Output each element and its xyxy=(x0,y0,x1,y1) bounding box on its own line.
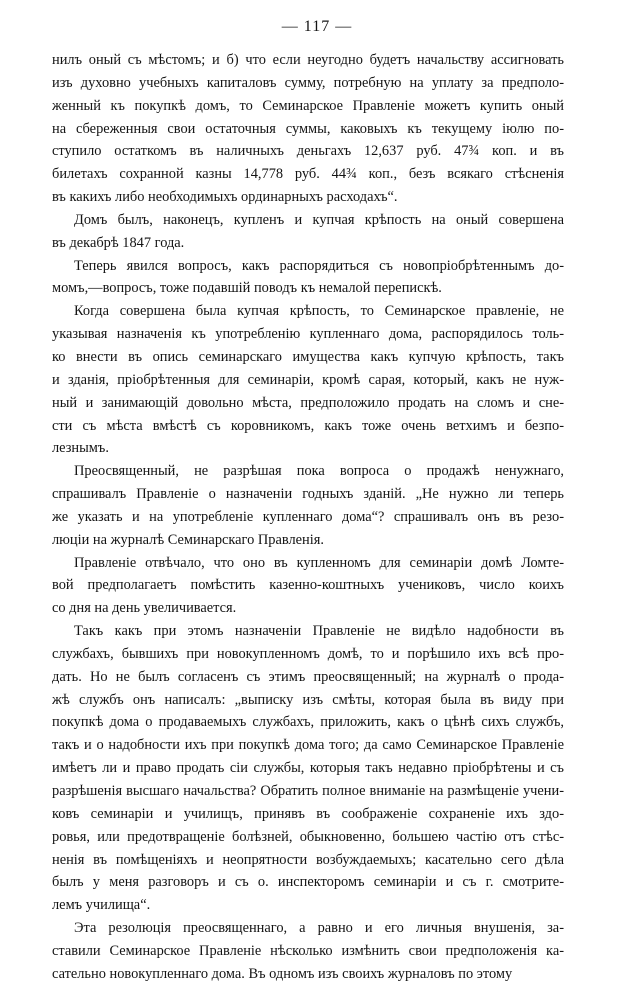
text-line: люціи на журналѣ Семинарскаго Правленія. xyxy=(52,531,324,548)
text-line: имѣетъ ли и право продать сіи службы, которыя такъ недавно пріобрѣтены и съ xyxy=(52,760,564,777)
text-line: ступило остаткомъ въ наличныхъ деньгахъ 12,637 руб. 47¾ коп. и въ xyxy=(52,143,564,160)
text-line: со дня на день увеличивается. xyxy=(52,600,237,617)
text-line: Теперь явился вопросъ, какъ распорядиться съ новопріобрѣтеннымъ до- xyxy=(74,257,564,274)
text-line: въ декабрѣ 1847 года. xyxy=(52,234,185,251)
text-line: нилъ оный съ мѣстомъ; и б) что если неугодно будетъ начальству ассигновать xyxy=(52,52,564,68)
text-line: лезнымъ. xyxy=(52,440,109,457)
text-line: же указать и на употребленіе купленнаго дома“? спрашивалъ онъ въ резо- xyxy=(52,508,564,525)
text-line: ненія въ помѣщеніяхъ и неопрятности возбуждаемыхъ; касательно сего дѣла xyxy=(52,851,564,868)
text-line: Домъ былъ, наконецъ, купленъ и купчая крѣпость на оный совершена xyxy=(74,211,564,228)
text-line: изъ духовно учебныхъ капиталовъ сумму, потребную на уплату за предполо- xyxy=(52,74,564,91)
text-line: Эта резолюція преосвященнаго, а равно и его личныя внушенія, за- xyxy=(74,920,564,937)
text-line: и зданія, пріобрѣтенныя для семинаріи, кромѣ сарая, который, какъ не нуж- xyxy=(52,371,564,388)
paragraph xyxy=(52,300,564,460)
text-line: Преосвященный, не разрѣшая пока вопроса о продажѣ ненужнаго, xyxy=(74,463,564,480)
text-line: на сбереженныя свои остаточныя суммы, каковыхъ къ текущему іюлю по- xyxy=(52,120,564,137)
text-line: вой предполагаетъ помѣстить казенно-коштныхъ учениковъ, число коихъ xyxy=(52,577,564,594)
text-line: былъ у меня разговоръ и съ о. инспекторомъ семинаріи и съ г. смотрите- xyxy=(52,874,564,891)
text-line: такъ и о надобности ихъ при покупкѣ дома того; да само Семинарское Правленіе xyxy=(52,737,564,754)
paragraph xyxy=(52,460,564,551)
text-line: спрашивалъ Правленіе о назначеніи годныхъ зданій. „Не нужно ли теперь xyxy=(52,486,564,503)
text-line: билетахъ сохранной казны 14,778 руб. 44¾ коп., безъ всякаго стѣсненія xyxy=(52,166,564,183)
text-line: Такъ какъ при этомъ назначеніи Правленіе не видѣло надобности въ xyxy=(74,623,564,640)
paragraph xyxy=(52,620,564,917)
text-line: момъ,—вопросъ, тоже подавшій поводъ къ немалой перепискѣ. xyxy=(52,280,442,297)
text-line: ко внести въ опись семинарскаго имущества какъ купчую крѣпость, такъ xyxy=(52,348,564,365)
text-line: лемъ училища“. xyxy=(52,897,151,914)
page-number: — 117 — xyxy=(281,18,353,35)
paragraph xyxy=(52,552,564,621)
text-line: дать. Но не былъ согласенъ съ этимъ преосвященный; на журналѣ о прода- xyxy=(52,668,564,685)
paragraph xyxy=(52,255,564,301)
text-line: Когда совершена была купчая крѣпость, то Семинарское правленіе, не xyxy=(74,303,564,320)
text-line: разрѣшенія высшаго начальства? Обратить полное вниманіе на размѣщеніе учени- xyxy=(52,783,564,799)
text-line: жѣ службъ онъ написалъ: „выписку изъ смѣты, которая была въ виду при xyxy=(52,691,564,708)
body-text xyxy=(52,49,564,986)
text-line: въ какихъ либо необходимыхъ ординарныхъ расходахъ“. xyxy=(52,189,398,206)
text-line: покупкѣ дома о продаваемыхъ службахъ, приложить, какъ о цѣнѣ сихъ службъ, xyxy=(52,714,564,731)
text-line: указывая назначенія къ употребленію купленнаго дома, распорядилось толь- xyxy=(52,326,564,343)
paragraph xyxy=(52,917,564,986)
paragraph xyxy=(52,49,564,209)
text-line: ный и занимающій довольно мѣста, предположило продать на сломъ и сне- xyxy=(52,394,564,411)
text-line: сательно новокупленнаго дома. Въ одномъ изъ своихъ журналовъ по этому xyxy=(52,965,513,982)
text-line: ставили Семинарское Правленіе нѣсколько измѣнить свои предположенія ка- xyxy=(52,942,564,959)
paragraph xyxy=(52,209,564,255)
text-line: сти съ мѣста вмѣстѣ съ коровникомъ, какъ тоже очень ветхимъ и безпо- xyxy=(52,417,564,434)
text-line: Правленіе отвѣчало, что оно въ купленномъ для семинаріи домѣ Ломте- xyxy=(74,554,564,571)
text-line: ковъ семинаріи и училищъ, принявъ въ соображеніе сохраненіе ихъ здо- xyxy=(52,805,564,822)
text-line: службахъ, бывшихъ при новокупленномъ домѣ, то и порѣшило ихъ всѣ про- xyxy=(52,645,564,662)
text-line: ровья, или предотвращеніе болѣзней, обыкновенно, большею частію отъ стѣс- xyxy=(52,828,564,845)
text-line: женный къ покупкѣ домъ, то Семинарское Правленіе можетъ купить оный xyxy=(52,97,564,114)
